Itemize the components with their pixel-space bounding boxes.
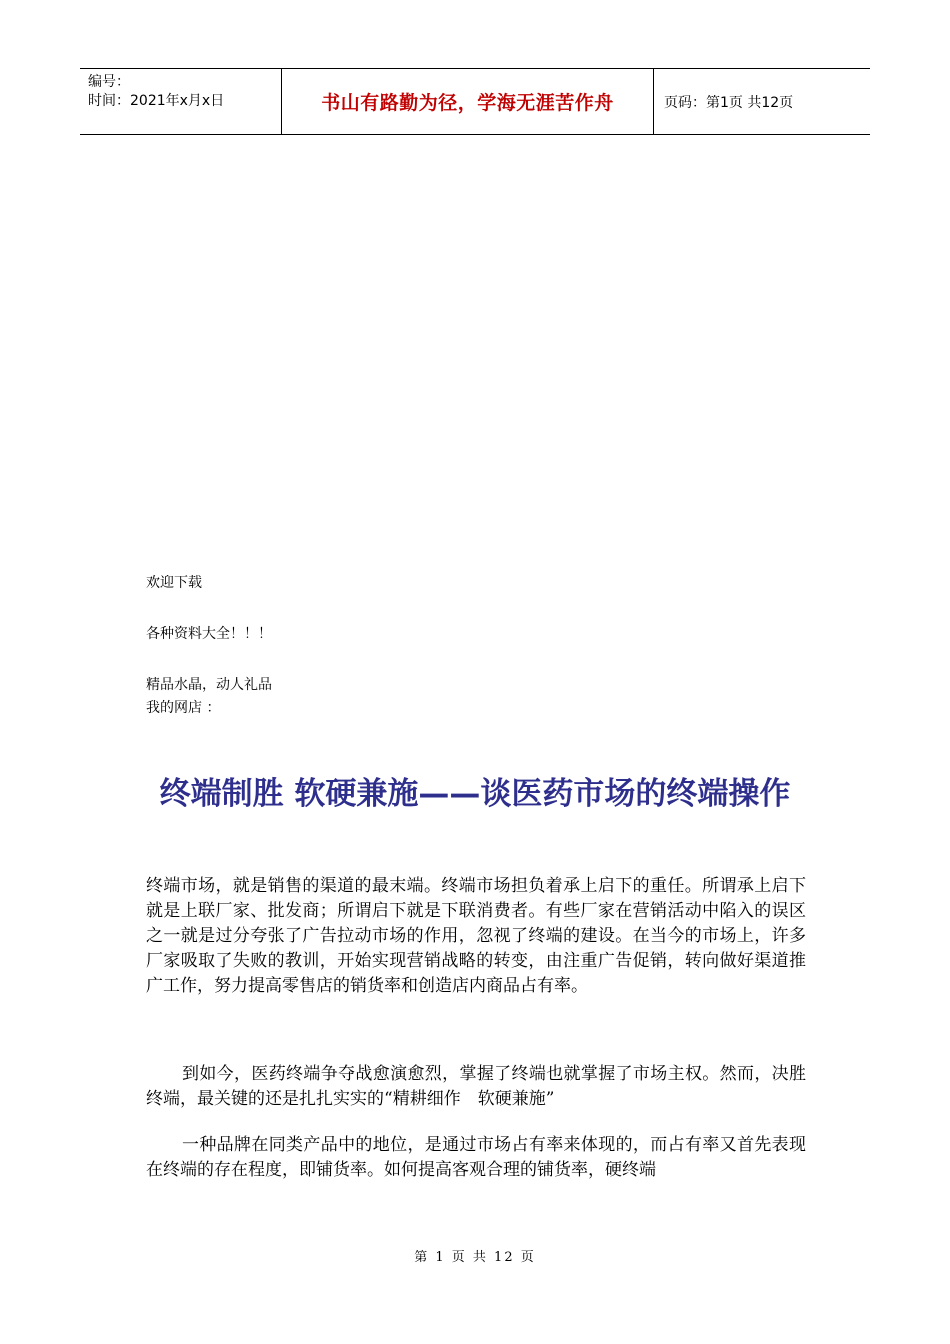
header-motto-cell: [281, 69, 654, 134]
materials-text: 各种资料大全！！！: [146, 626, 272, 642]
shop-text: 我的网店 ：: [146, 700, 221, 716]
page-footer: 第 1 页 共 12 页: [414, 1250, 536, 1265]
crystal-text: 精品水晶，动人礼品: [146, 677, 272, 693]
header-page-label: 页码：第1页 共12页: [664, 94, 794, 111]
header-page-cell: [654, 69, 870, 134]
welcome-text: 欢迎下载: [146, 575, 202, 591]
header-meta: [80, 69, 281, 134]
paragraph-1: 终端市场，就是销售的渠道的最末端。终端市场担负着承上启下的重任。所谓承上启下就是上联厂家、批发商；所谓启下就是下联消费者。有些厂家在营销活动中陷入的误区之一就是过分夸张了广告拉动市场的作用，忽视了终端的建设。在当今的市场上，许多厂家吸取了失败的教训，开始实现营销战略的转变，由注重广告促销，转向做好渠道推广工作，努力提高零售店的销货率和创造店内商品占有率。: [146, 876, 806, 996]
article-title: 终端制胜 软硬兼施——谈医药市场的终端操作: [159, 776, 791, 812]
number-label: 编号：: [88, 74, 130, 90]
header-motto: 书山有路勤为径，学海无涯苦作舟: [321, 92, 614, 114]
paragraph-3: 一种品牌在同类产品中的地位，是通过市场占有率来体现的，而占有率又首先表现在终端的存在程度，即铺货率。如何提高客观合理的铺货率，硬终端: [146, 1135, 806, 1180]
paragraph-2: 到如今，医药终端争夺战愈演愈烈，掌握了终端也就掌握了市场主权。然而，决胜终端，最关键的还是扎扎实实的“精耕细作 软硬兼施”: [146, 1064, 806, 1109]
time-label: 时间：2021年x月x日: [88, 93, 225, 109]
document-header: [80, 68, 870, 135]
